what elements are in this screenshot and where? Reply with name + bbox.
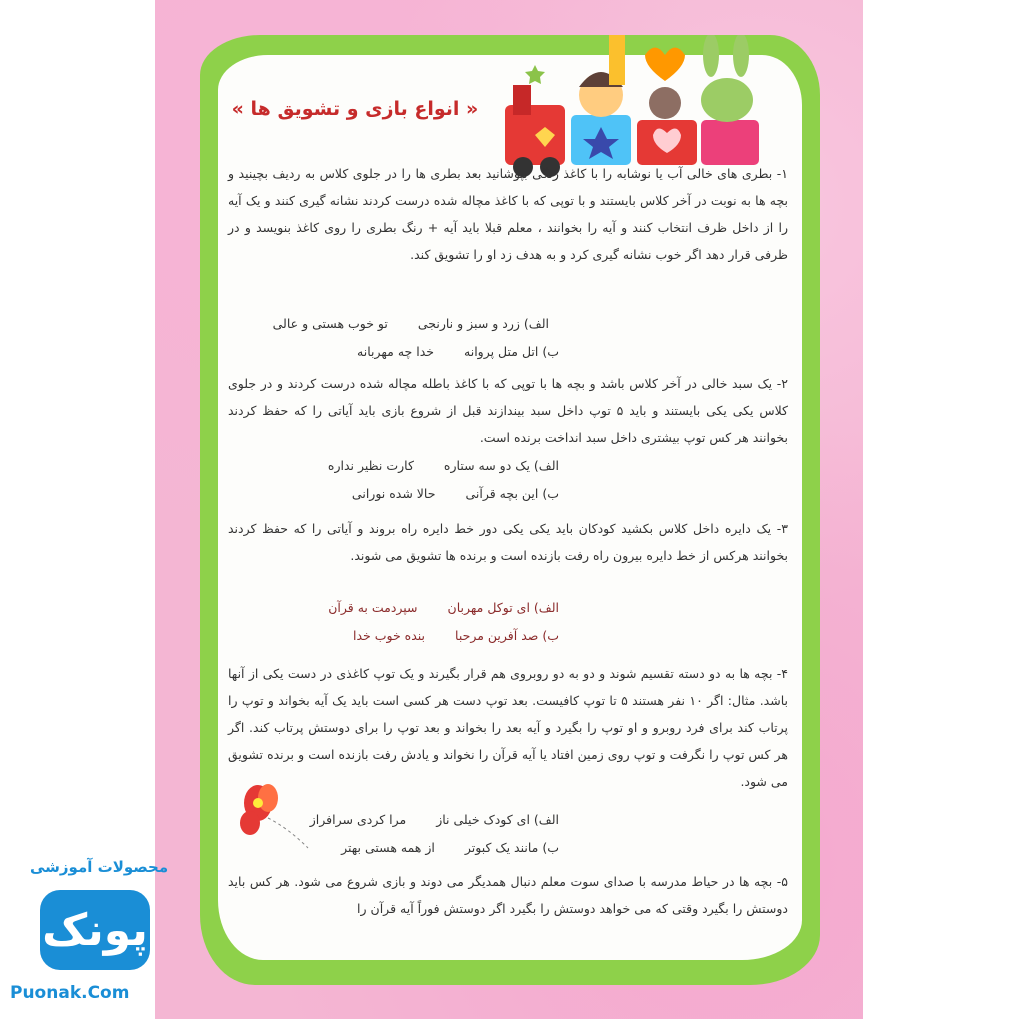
item-2-text: ۲- یک سبد خالی در آخر کلاس باشد و بچه ها با توپی که با کاغذ باطله مچاله شده درست کردند و در جلوی کلاس یکی یکی بایستند و باید ۵ توپ داخل سبد بیندازند قبل از شروع بازی باید آیاتی را که حفظ کردند بخوانند هر کس توپ بیشتری داخل سبد انداخت برنده است. xyxy=(228,376,788,445)
pair-right: تو خوب هستی و عالی xyxy=(272,316,388,331)
item-4-pair-b xyxy=(341,840,559,855)
pair-left: الف) ای کودک خیلی ناز xyxy=(436,812,559,827)
item-5-text: ۵- بچه ها در حیاط مدرسه با صدای سوت معلم دنبال همدیگر می دوند و بازی شروع می شود. هر کس باید دوستش را بگیرد وقتی که می خواهد دوستش را بگیرد اگر دوستش فوراً آیه قرآن را xyxy=(228,874,788,916)
item-1-pair-a xyxy=(273,316,549,331)
item-2-pair-b xyxy=(352,486,559,501)
pair-right: بنده خوب خدا xyxy=(352,628,426,643)
item-1-text: ۱- بطری های خالی آب یا نوشابه را با کاغذ رنگی بپوشانید بعد بطری ها را در جلوی کلاس به ردیف بچینید و بچه ها به نوبت در آخر کلاس بایستند و با توپی که با کاغذ مچاله شده درست کردند نشانه گیری کنند و یک آیه را از داخل ظرف انتخاب کنند و آیه را بخوانند ، معلم قبلا باید آیه + رنگ بطری را روی کاغذ بنویسد و در ظرفی قرار دهد اگر خوب نشانه گیری کرد و به هدف زد او را تشویق کند. xyxy=(228,166,788,262)
page-title: « انواع بازی و تشویق ها » xyxy=(231,98,479,120)
item-3-pair-b xyxy=(353,628,559,643)
pair-right: از همه هستی بهتر xyxy=(341,840,435,855)
pair-right: سپردمت به قرآن xyxy=(328,600,418,615)
pair-right: مرا کردی سرافراز xyxy=(309,812,407,827)
butterfly-illustration xyxy=(228,778,328,858)
item-1-pair-b xyxy=(357,344,559,359)
item-4-text: ۴- بچه ها به دو دسته تقسیم شوند و دو به دو روبروی هم قرار بگیرند و یک توپ کاغذی در دست یکی از آنها باشد. مثال: اگر ۱۰ نفر هستند ۵ تا توپ کافیست. بعد توپ دست هر کسی است باید یک آیه بخواند و توپ را پرتاب کند برای فرد روبرو و او توپ را بگیرد و آیه بعد را بخواند و بعد توپ را برای دوستش پرتاب کند. اگر هر کس توپ را نگرفت و توپ روی زمین افتاد یا آیه قرآن را نخواند و یادش رفت بازنده است و برنده تشویق می شود. xyxy=(228,666,789,789)
item-3-pair-a xyxy=(328,600,559,615)
pair-left: ب) این بچه قرآنی xyxy=(465,486,559,501)
pair-right: کارت نظیر نداره xyxy=(327,458,414,473)
brand-watermark xyxy=(0,850,190,1010)
brand-tagline: محصولات آموزشی xyxy=(30,858,169,876)
pair-left: الف) یک دو سه ستاره xyxy=(443,458,559,473)
item-2-pair-a xyxy=(328,458,559,473)
item-4-pair-a xyxy=(310,812,559,827)
pair-right: خدا چه مهربانه xyxy=(357,344,435,359)
pair-left: ب) مانند یک کبوتر xyxy=(464,840,559,855)
brand-logo: پونک xyxy=(40,890,150,970)
item-3-text: ۳- یک دایره داخل کلاس بکشید کودکان باید یکی یکی دور خط دایره راه بروند و آیاتی را که حفظ کردند بخوانند هرکس از خط دایره بیرون راه رفت بازنده است و برنده ها تشویق می شوند. xyxy=(228,521,788,563)
brand-url[interactable]: Puonak.Com xyxy=(10,983,130,1003)
pair-left: ب) اتل متل پروانه xyxy=(464,344,559,359)
pair-left: الف) ای توکل مهربان xyxy=(447,600,559,615)
pair-left: ب) صد آفرین مرحبا xyxy=(455,628,559,643)
pair-left: الف) زرد و سبز و نارنجی xyxy=(417,316,549,331)
pair-right: حالا شده نورانی xyxy=(351,486,436,501)
